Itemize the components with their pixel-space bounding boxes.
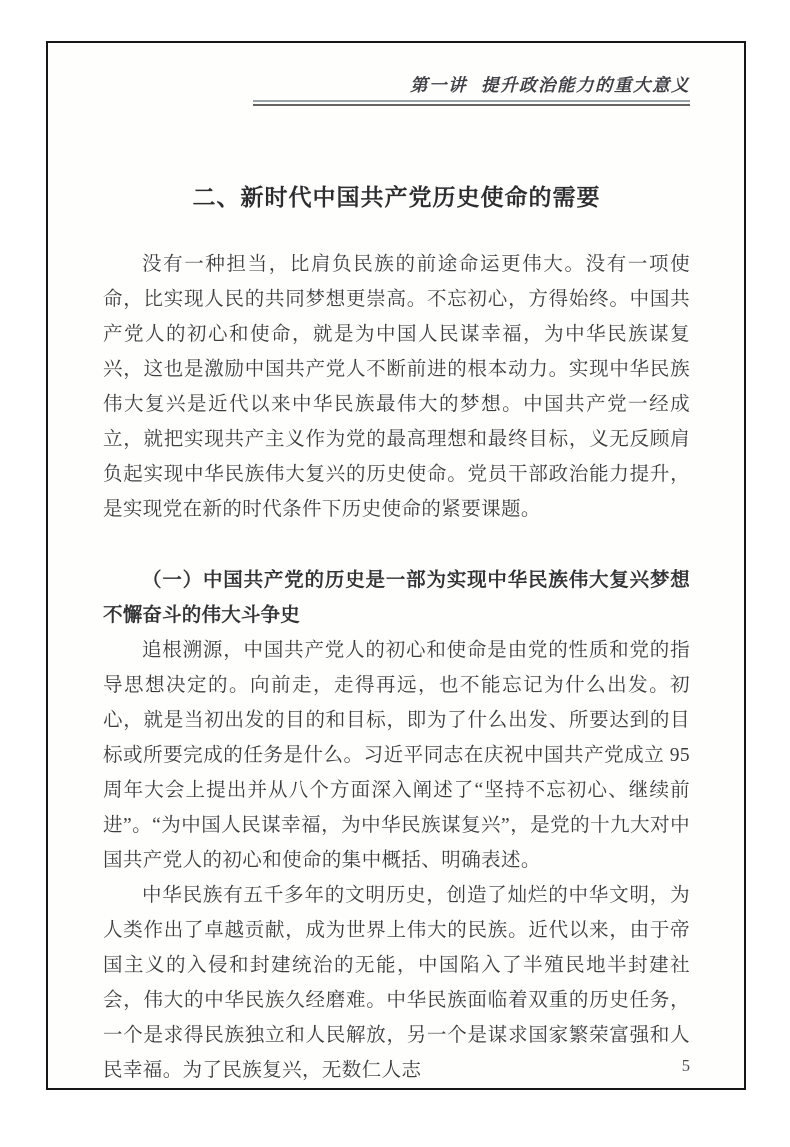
running-header-chapter: 第一讲 xyxy=(410,75,467,95)
page-number: 5 xyxy=(681,1056,690,1075)
page-content xyxy=(48,74,744,1119)
running-header xyxy=(103,74,690,96)
sub-heading-1: （一）中国共产党的历史是一部为实现中华民族伟大复兴梦想不懈奋斗的伟大斗争史 xyxy=(103,569,690,626)
section-title: 二、新时代中国共产党历史使命的需要 xyxy=(192,184,601,210)
paragraph-2: 追根溯源，中国共产党人的初心和使命是由党的性质和党的指导思想决定的。向前走，走得再远，也不能忘记为什么出发。初心，就是当初出发的目的和目标，即为了什么出发、所要达到的目标或所要完成的任务是什么。习近平同志在庆祝中国共产党成立 95 周年大会上提出并从八个方面深入阐述了“坚持不忘初心、继续前进”。“为中国人民谋幸福，为中华民族谋复兴”，是党的十九大对中国共产党人的初心和使命的集中概括、明确表述。 xyxy=(103,640,690,871)
paragraph-1: 没有一种担当，比肩负民族的前途命运更伟大。没有一项使命，比实现人民的共同梦想更崇高。不忘初心，方得始终。中国共产党人的初心和使命，就是为中国人民谋幸福，为中华民族谋复兴，这也是激励中国共产党人不断前进的根本动力。实现中华民族伟大复兴是近代以来中华民族最伟大的梦想。中国共产党一经成立，就把实现共产主义作为党的最高理想和最终目标，义无反顾肩负起实现中华民族伟大复兴的历史使命。党员干部政治能力提升，是实现党在新的时代条件下历史使命的紧要课题。 xyxy=(103,254,690,520)
page-border-frame xyxy=(46,41,746,1090)
running-header-title: 提升政治能力的重大意义 xyxy=(481,75,690,95)
header-double-rule xyxy=(253,100,690,107)
paragraph-3: 中华民族有五千多年的文明历史，创造了灿烂的中华文明，为人类作出了卓越贡献，成为世界上伟大的民族。近代以来，由于帝国主义的入侵和封建统治的无能，中国陷入了半殖民地半封建社会，伟大的中华民族久经磨难。中华民族面临着双重的历史任务，一个是求得民族独立和人民解放，另一个是谋求国家繁荣富强和人民幸福。为了民族复兴，无数仁人志 xyxy=(103,885,690,1081)
header-rule-bottom-line xyxy=(253,104,690,106)
